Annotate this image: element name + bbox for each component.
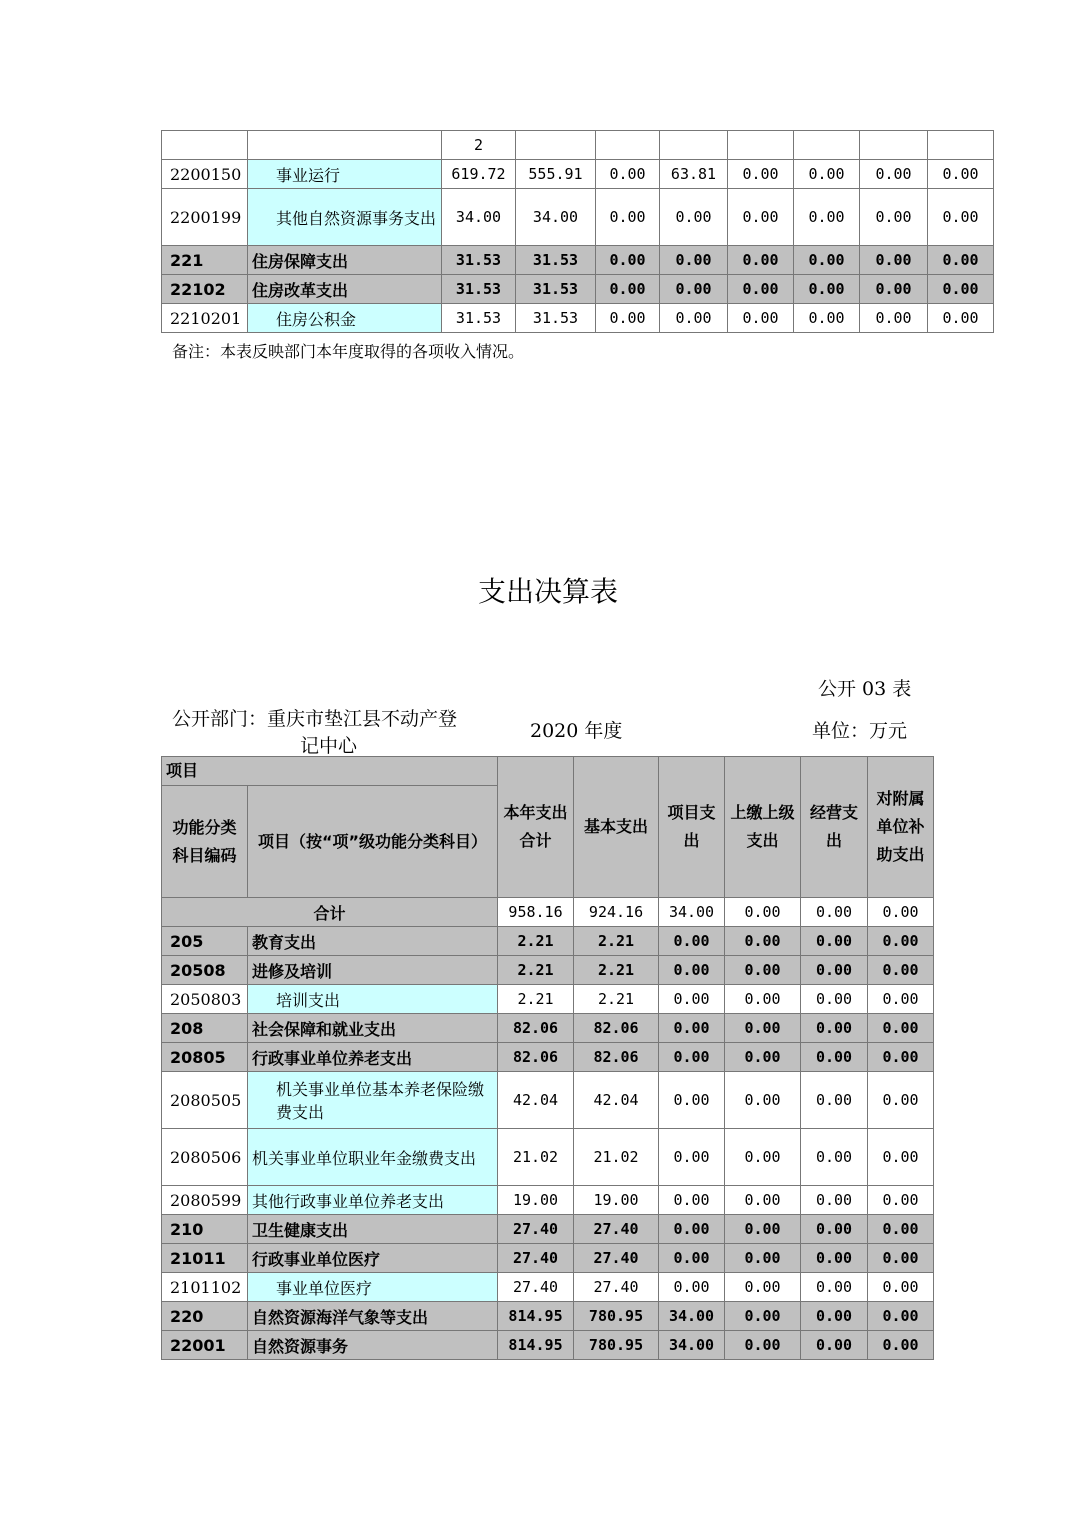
amount-cell: 0.00 — [725, 1244, 801, 1273]
subject-code: 21011 — [162, 1244, 248, 1273]
subject-name: 教育支出 — [248, 927, 498, 956]
subject-name: 社会保障和就业支出 — [248, 1014, 498, 1043]
subject-name: 住房公积金 — [248, 304, 442, 333]
amount-cell: 0.00 — [725, 1129, 801, 1186]
subject-code: 2080506 — [162, 1129, 248, 1186]
header-item: 项目支出 — [659, 757, 725, 898]
amount-cell: 2.21 — [574, 985, 659, 1014]
amount-cell: 0.00 — [596, 246, 660, 275]
amount-cell: 0.00 — [868, 1302, 934, 1331]
amount-cell: 0.00 — [794, 246, 860, 275]
amount-cell: 19.00 — [498, 1186, 574, 1215]
header-code: 功能分类科目编码 — [162, 786, 248, 898]
amount-cell: 0.00 — [801, 956, 868, 985]
amount-cell: 0.00 — [725, 1014, 801, 1043]
amount-cell: 619.72 — [442, 160, 516, 189]
amount-cell: 2.21 — [498, 985, 574, 1014]
amount-cell: 0.00 — [794, 189, 860, 246]
subject-code: 221 — [162, 246, 248, 275]
amount-cell: 0.00 — [860, 304, 928, 333]
expense-table-row — [162, 1072, 934, 1129]
amount-cell: 0.00 — [801, 1331, 868, 1360]
amount-cell: 21.02 — [574, 1129, 659, 1186]
subject-code: 208 — [162, 1014, 248, 1043]
header-business: 经营支出 — [801, 757, 868, 898]
amount-cell — [660, 131, 728, 160]
amount-cell: 0.00 — [659, 1215, 725, 1244]
subject-name: 其他自然资源事务支出 — [248, 189, 442, 246]
expense-table — [161, 756, 934, 1360]
amount-cell: 0.00 — [794, 160, 860, 189]
amount-cell: 0.00 — [928, 275, 994, 304]
income-table-continued — [161, 130, 994, 333]
amount-cell: 0.00 — [725, 985, 801, 1014]
expense-table-row — [162, 1129, 934, 1186]
amount-cell: 814.95 — [498, 1302, 574, 1331]
amount-cell: 0.00 — [725, 1215, 801, 1244]
amount-cell: 780.95 — [574, 1331, 659, 1360]
amount-cell — [596, 131, 660, 160]
top-table-row — [162, 246, 994, 275]
top-table-row — [162, 304, 994, 333]
subject-code: 22102 — [162, 275, 248, 304]
amount-cell: 27.40 — [498, 1244, 574, 1273]
amount-cell: 0.00 — [660, 275, 728, 304]
amount-cell: 27.40 — [574, 1215, 659, 1244]
amount-cell: 82.06 — [498, 1043, 574, 1072]
amount-cell: 0.00 — [801, 1215, 868, 1244]
expense-table-row — [162, 1186, 934, 1215]
amount-cell: 27.40 — [498, 1273, 574, 1302]
amount-cell: 82.06 — [574, 1014, 659, 1043]
amount-cell: 0.00 — [868, 1215, 934, 1244]
amount-cell: 555.91 — [516, 160, 596, 189]
amount-cell: 0.00 — [868, 1043, 934, 1072]
amount-cell: 42.04 — [498, 1072, 574, 1129]
amount-cell: 0.00 — [860, 246, 928, 275]
fiscal-year: 2020 年度 — [530, 720, 623, 742]
top-table-row — [162, 189, 994, 246]
amount-cell: 2.21 — [498, 956, 574, 985]
subject-name: 培训支出 — [248, 985, 498, 1014]
header-basic: 基本支出 — [574, 757, 659, 898]
amount-cell: 2 — [442, 131, 516, 160]
amount-cell: 34.00 — [659, 1331, 725, 1360]
amount-cell: 31.53 — [516, 275, 596, 304]
header-name: 项目（按“项”级功能分类科目） — [248, 786, 498, 898]
total-value: 0.00 — [801, 898, 868, 927]
amount-cell: 0.00 — [868, 1186, 934, 1215]
subject-name: 机关事业单位职业年金缴费支出 — [248, 1129, 498, 1186]
expense-table-row — [162, 1043, 934, 1072]
amount-cell: 0.00 — [860, 189, 928, 246]
amount-cell: 0.00 — [868, 1072, 934, 1129]
amount-cell: 34.00 — [442, 189, 516, 246]
amount-cell: 0.00 — [659, 1014, 725, 1043]
amount-cell: 0.00 — [794, 275, 860, 304]
total-label: 合计 — [162, 898, 498, 927]
total-value: 0.00 — [868, 898, 934, 927]
amount-cell: 0.00 — [660, 246, 728, 275]
amount-cell: 0.00 — [725, 956, 801, 985]
amount-cell: 0.00 — [659, 1129, 725, 1186]
subject-code: 20805 — [162, 1043, 248, 1072]
subject-name: 机关事业单位基本养老保险缴费支出 — [248, 1072, 498, 1129]
subject-code: 2080505 — [162, 1072, 248, 1129]
amount-cell: 0.00 — [659, 1043, 725, 1072]
total-value: 958.16 — [498, 898, 574, 927]
amount-cell: 27.40 — [498, 1215, 574, 1244]
amount-cell: 82.06 — [574, 1043, 659, 1072]
table-number: 公开 03 表 — [818, 678, 912, 700]
subject-code: 2210201 — [162, 304, 248, 333]
expense-table-row — [162, 1244, 934, 1273]
amount-cell: 0.00 — [659, 985, 725, 1014]
amount-cell: 0.00 — [868, 1331, 934, 1360]
amount-cell: 34.00 — [516, 189, 596, 246]
subject-code: 22001 — [162, 1331, 248, 1360]
amount-cell: 31.53 — [442, 275, 516, 304]
subject-code: 2200199 — [162, 189, 248, 246]
department-line-1: 公开部门：重庆市垫江县不动产登 — [172, 708, 458, 730]
amount-cell: 0.00 — [725, 1302, 801, 1331]
amount-cell: 0.00 — [868, 1273, 934, 1302]
amount-cell: 0.00 — [801, 1186, 868, 1215]
amount-cell: 0.00 — [801, 1244, 868, 1273]
amount-cell: 0.00 — [728, 189, 794, 246]
amount-cell: 0.00 — [660, 189, 728, 246]
table-note: 备注：本表反映部门本年度取得的各项收入情况。 — [172, 342, 525, 361]
subject-name: 行政事业单位医疗 — [248, 1244, 498, 1273]
amount-cell: 21.02 — [498, 1129, 574, 1186]
amount-cell: 31.53 — [516, 246, 596, 275]
amount-cell: 31.53 — [516, 304, 596, 333]
amount-cell: 0.00 — [728, 275, 794, 304]
expense-table-row — [162, 956, 934, 985]
amount-cell: 19.00 — [574, 1186, 659, 1215]
amount-cell: 0.00 — [659, 1273, 725, 1302]
amount-cell: 0.00 — [801, 1072, 868, 1129]
expense-table-row — [162, 1014, 934, 1043]
amount-cell: 2.21 — [574, 956, 659, 985]
header-subsidy: 对附属单位补助支出 — [868, 757, 934, 898]
header-total: 本年支出合计 — [498, 757, 574, 898]
subject-code: 220 — [162, 1302, 248, 1331]
amount-cell — [860, 131, 928, 160]
amount-cell — [516, 131, 596, 160]
amount-cell: 27.40 — [574, 1244, 659, 1273]
total-value: 34.00 — [659, 898, 725, 927]
amount-cell: 0.00 — [728, 304, 794, 333]
department-line-2: 记中心 — [300, 735, 358, 757]
expense-table-row — [162, 1302, 934, 1331]
amount-cell: 63.81 — [660, 160, 728, 189]
amount-cell: 0.00 — [801, 1129, 868, 1186]
amount-cell: 0.00 — [928, 160, 994, 189]
amount-cell: 0.00 — [801, 1043, 868, 1072]
amount-cell: 0.00 — [868, 956, 934, 985]
subject-name: 住房改革支出 — [248, 275, 442, 304]
amount-cell — [728, 131, 794, 160]
amount-cell: 0.00 — [801, 985, 868, 1014]
amount-cell: 780.95 — [574, 1302, 659, 1331]
amount-cell: 0.00 — [725, 1043, 801, 1072]
subject-code: 2101102 — [162, 1273, 248, 1302]
subject-name: 事业单位医疗 — [248, 1273, 498, 1302]
page-title: 支出决算表 — [477, 575, 618, 608]
amount-cell: 0.00 — [928, 246, 994, 275]
subject-name: 住房保障支出 — [248, 246, 442, 275]
amount-cell: 42.04 — [574, 1072, 659, 1129]
subject-name: 进修及培训 — [248, 956, 498, 985]
amount-cell: 34.00 — [659, 1302, 725, 1331]
amount-cell: 0.00 — [659, 956, 725, 985]
expense-table-row — [162, 985, 934, 1014]
amount-cell: 0.00 — [801, 1014, 868, 1043]
top-table-row — [162, 160, 994, 189]
total-value: 924.16 — [574, 898, 659, 927]
top-table-row — [162, 275, 994, 304]
amount-cell: 31.53 — [442, 304, 516, 333]
total-value: 0.00 — [725, 898, 801, 927]
amount-cell: 0.00 — [659, 1244, 725, 1273]
amount-cell: 31.53 — [442, 246, 516, 275]
amount-cell: 0.00 — [660, 304, 728, 333]
amount-cell: 0.00 — [801, 1302, 868, 1331]
amount-cell: 0.00 — [868, 1014, 934, 1043]
expense-table-row — [162, 1331, 934, 1360]
amount-cell: 0.00 — [801, 1273, 868, 1302]
subject-code: 205 — [162, 927, 248, 956]
amount-cell: 0.00 — [596, 160, 660, 189]
subject-name — [248, 131, 442, 160]
top-table-row — [162, 131, 994, 160]
amount-cell: 0.00 — [860, 160, 928, 189]
subject-name: 卫生健康支出 — [248, 1215, 498, 1244]
amount-cell — [794, 131, 860, 160]
amount-cell — [928, 131, 994, 160]
amount-cell: 814.95 — [498, 1331, 574, 1360]
unit-label: 单位：万元 — [812, 720, 908, 742]
amount-cell: 0.00 — [728, 246, 794, 275]
amount-cell: 27.40 — [574, 1273, 659, 1302]
subject-code: 2050803 — [162, 985, 248, 1014]
amount-cell: 0.00 — [728, 160, 794, 189]
subject-code: 2080599 — [162, 1186, 248, 1215]
amount-cell: 0.00 — [659, 927, 725, 956]
subject-name: 自然资源海洋气象等支出 — [248, 1302, 498, 1331]
subject-code: 210 — [162, 1215, 248, 1244]
expense-table-row — [162, 1273, 934, 1302]
total-row — [162, 898, 934, 927]
amount-cell: 2.21 — [498, 927, 574, 956]
header-upper: 上缴上级支出 — [725, 757, 801, 898]
amount-cell: 0.00 — [596, 189, 660, 246]
amount-cell: 0.00 — [725, 1331, 801, 1360]
subject-code — [162, 131, 248, 160]
amount-cell: 2.21 — [574, 927, 659, 956]
amount-cell: 0.00 — [659, 1186, 725, 1215]
subject-name: 行政事业单位养老支出 — [248, 1043, 498, 1072]
subject-name: 其他行政事业单位养老支出 — [248, 1186, 498, 1215]
amount-cell: 0.00 — [725, 1273, 801, 1302]
amount-cell: 0.00 — [596, 304, 660, 333]
header-project: 项目 — [162, 757, 498, 786]
amount-cell: 0.00 — [794, 304, 860, 333]
amount-cell: 0.00 — [928, 189, 994, 246]
amount-cell: 0.00 — [725, 1186, 801, 1215]
amount-cell: 0.00 — [596, 275, 660, 304]
amount-cell: 0.00 — [868, 927, 934, 956]
amount-cell: 0.00 — [725, 1072, 801, 1129]
subject-name: 自然资源事务 — [248, 1331, 498, 1360]
subject-name: 事业运行 — [248, 160, 442, 189]
amount-cell: 0.00 — [928, 304, 994, 333]
expense-table-row — [162, 1215, 934, 1244]
amount-cell: 0.00 — [801, 927, 868, 956]
amount-cell: 0.00 — [659, 1072, 725, 1129]
subject-code: 20508 — [162, 956, 248, 985]
amount-cell: 0.00 — [725, 927, 801, 956]
amount-cell: 0.00 — [868, 1244, 934, 1273]
amount-cell: 82.06 — [498, 1014, 574, 1043]
amount-cell: 0.00 — [860, 275, 928, 304]
expense-table-row — [162, 927, 934, 956]
subject-code: 2200150 — [162, 160, 248, 189]
amount-cell: 0.00 — [868, 985, 934, 1014]
amount-cell: 0.00 — [868, 1129, 934, 1186]
